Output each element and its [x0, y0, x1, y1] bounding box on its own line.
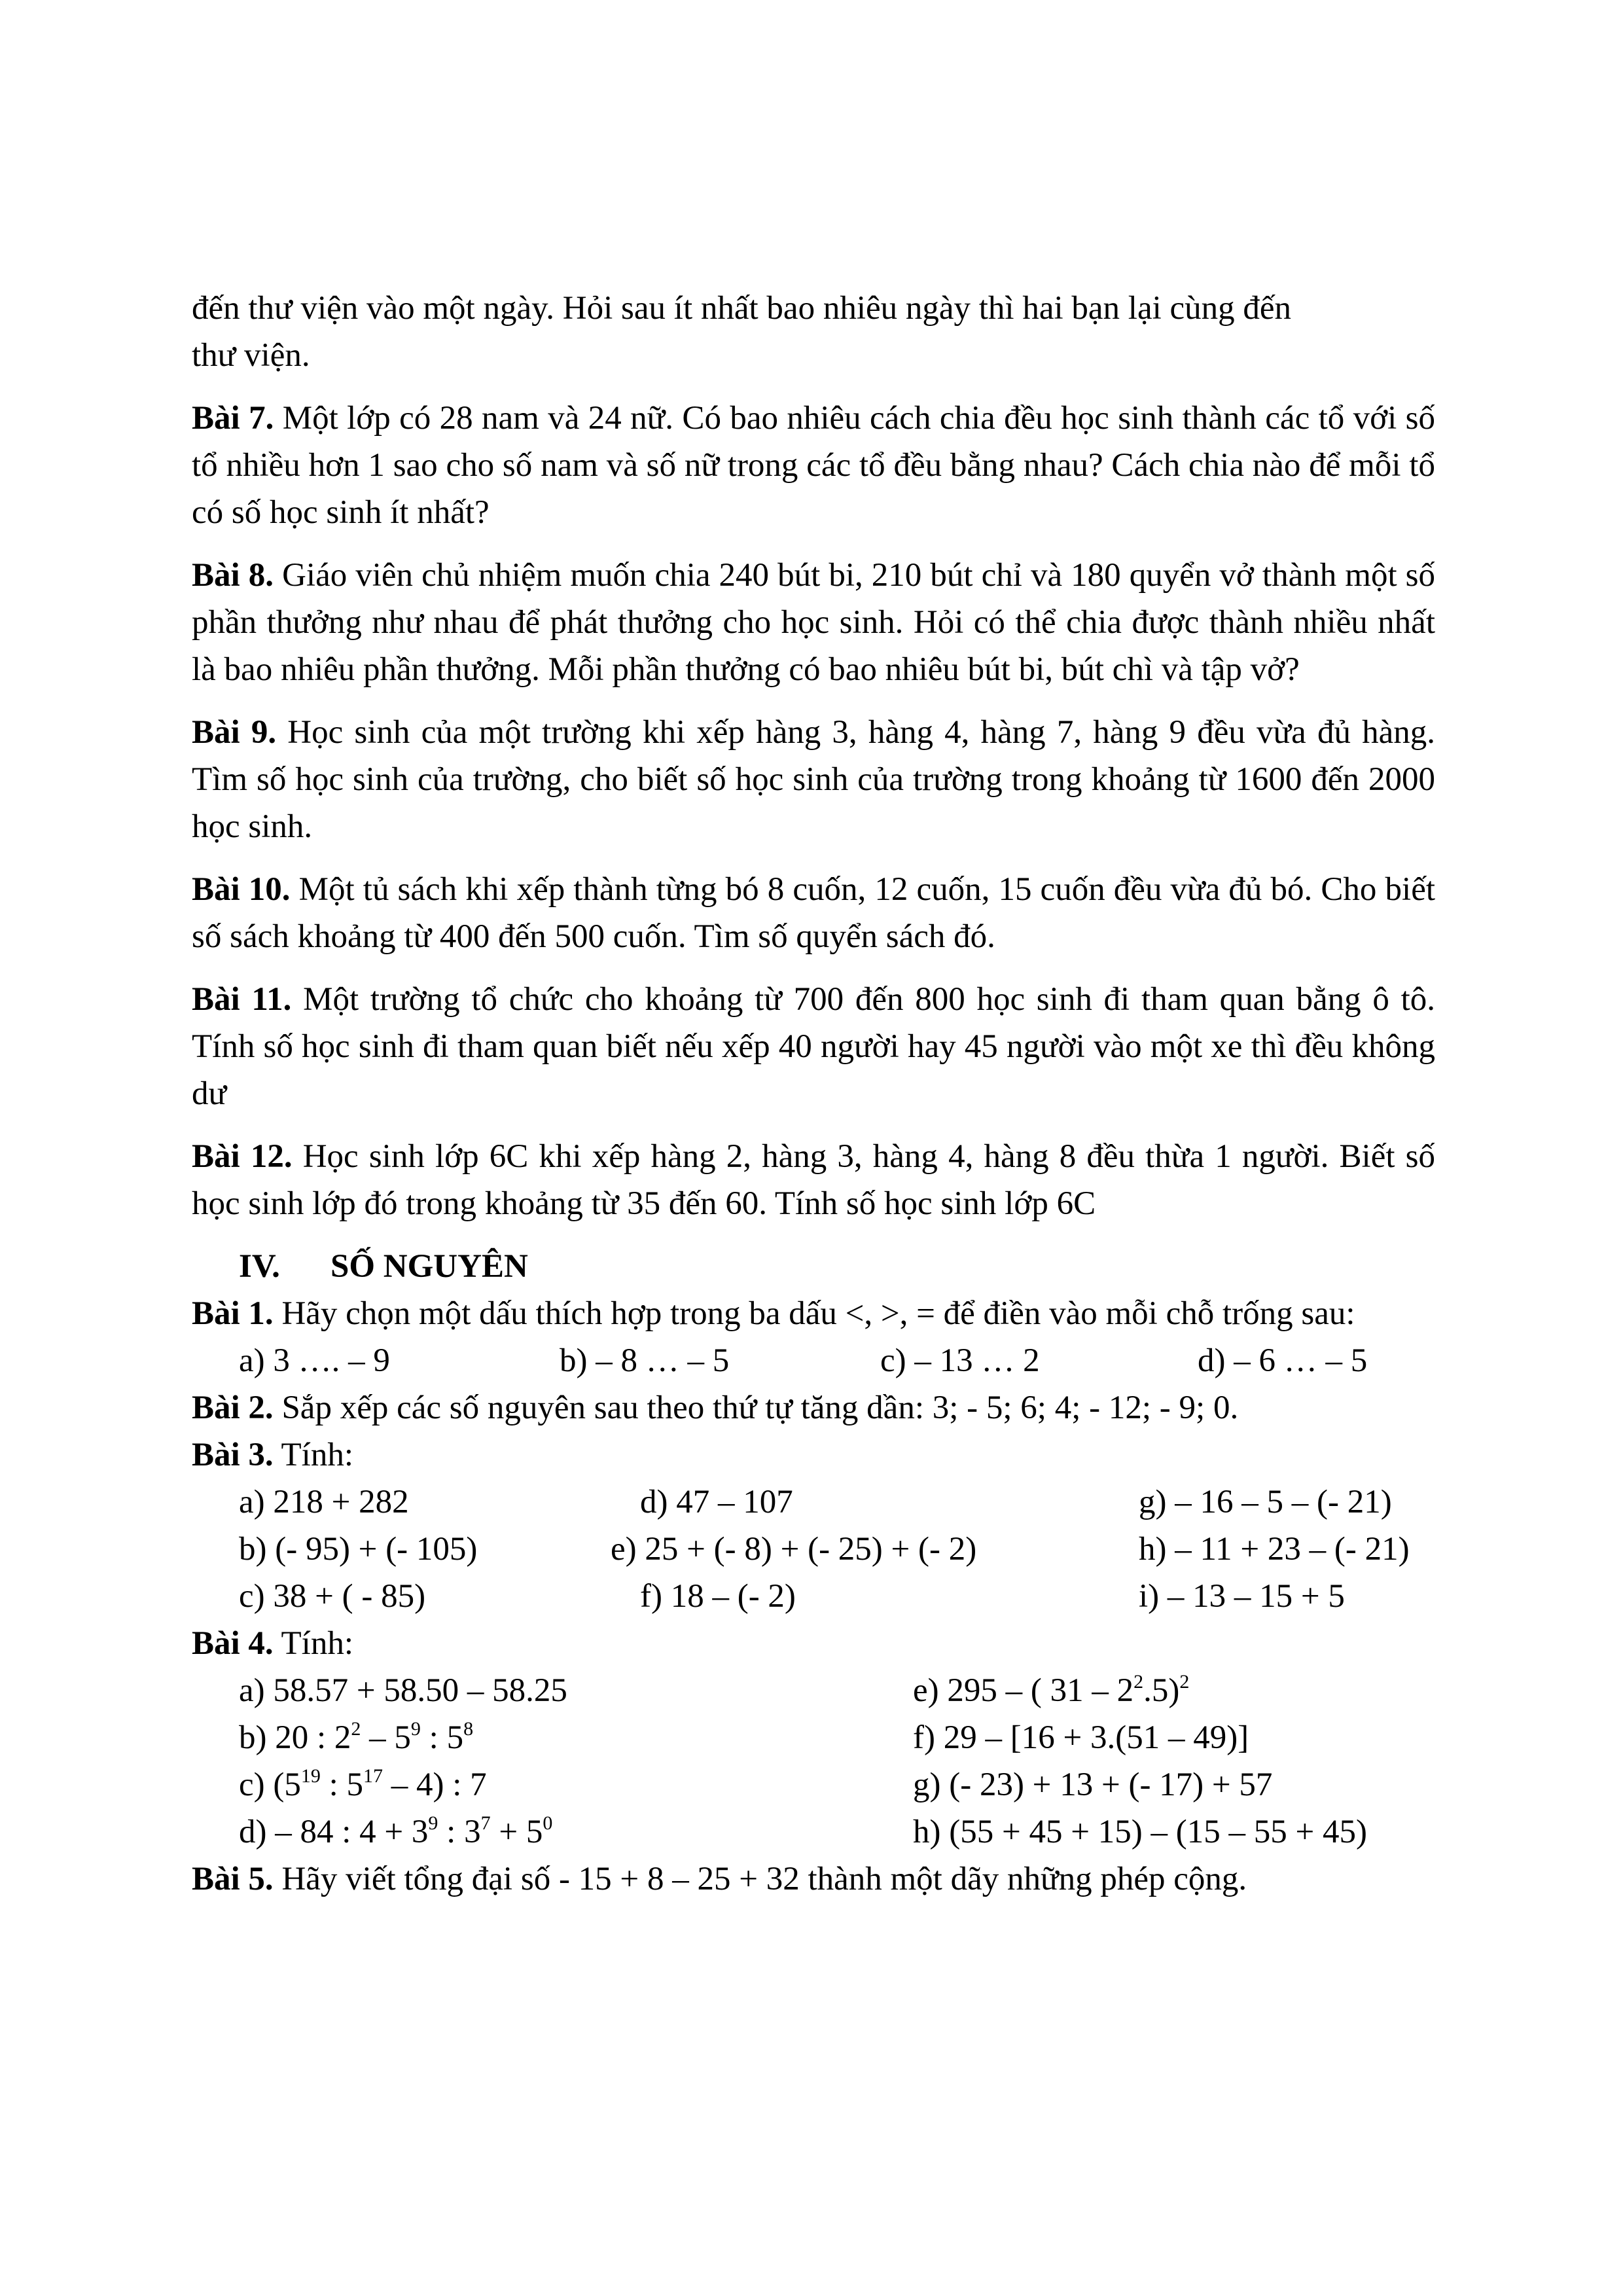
- exercise-10-label: Bài 10.: [192, 871, 291, 908]
- integer-exercise-3-text: Tính:: [281, 1437, 354, 1473]
- exercise-10: [192, 866, 1435, 960]
- exercise-3-row-3: [192, 1573, 1435, 1620]
- exercise-4-item-e: e) 295 – ( $31 - 2^2.5)^2$: [913, 1671, 1190, 1709]
- exercise-4-item-b: b) 20 : $2^2 - 5^9$ : $5^8$: [239, 1718, 474, 1756]
- integer-exercise-1-text: Hãy chọn một dấu thích hợp trong ba dấu <, >, = để điền vào mỗi chỗ trống sau:: [281, 1295, 1355, 1332]
- exercise-4-item-c: c) ($5^{19}$ : $5^{17} - 4$) : 7: [239, 1765, 487, 1803]
- exercise-4-item-d: d) – 84 : $4 + 3^9$ : $3^7 + 5^0$: [239, 1812, 553, 1850]
- exercise-9-text: Học sinh của một trường khi xếp hàng 3, hàng 4, hàng 7, hàng 9 đều vừa đủ hàng. Tìm số học sinh của trường, cho biết số học sinh của trường trong khoảng từ 1600 đến 2000 học sinh.: [192, 714, 1436, 845]
- section-number: IV.: [239, 1248, 280, 1285]
- intro-line-2: thư viện.: [192, 337, 310, 374]
- exercise-8-label: Bài 8.: [192, 557, 274, 594]
- integer-exercise-4: [192, 1620, 1435, 1667]
- exercise-8-text: Giáo viên chủ nhiệm muốn chia 240 bút bi, 210 bút chỉ và 180 quyển vở thành một số phần thưởng như nhau để phát thưởng cho học sinh. Hỏi có thể chia được thành nhiều nhất là bao nhiêu phần thưởng. Mỗi phần thưởng có bao nhiêu bút bi, bút chì và tập vở?: [192, 557, 1436, 688]
- integer-exercise-2-text: Sắp xếp các số nguyên sau theo thứ tự tăng dần: 3; - 5; 6; 4; - 12; - 9; 0.: [281, 1390, 1239, 1426]
- exercise-12-text: Học sinh lớp 6C khi xếp hàng 2, hàng 3, hàng 4, hàng 8 đều thừa 1 người. Biết số học sinh lớp đó trong khoảng từ 35 đến 60. Tính số học sinh lớp 6C: [192, 1138, 1435, 1222]
- exercise-4-item-g: g) (- 23) + 13 + (- 17) + 57: [913, 1767, 1273, 1803]
- document-page: [192, 285, 1435, 1903]
- exercise-4-row-4: [192, 1808, 1435, 1856]
- comparison-d: d) – 6 … – 5: [1198, 1342, 1368, 1379]
- exercise-12-label: Bài 12.: [192, 1138, 293, 1175]
- exercise-4-row-1: [192, 1667, 1435, 1714]
- comparison-c: c) – 13 … 2: [880, 1342, 1040, 1379]
- exercise-3-item-e: e) 25 + (- 8) + (- 25) + (- 2): [611, 1531, 977, 1568]
- exercise-3-item-a: a) 218 + 282: [239, 1484, 409, 1520]
- exercise-7-text: Một lớp có 28 nam và 24 nữ. Có bao nhiêu cách chia đều học sinh thành các tổ với số tổ nhiều hơn 1 sao cho số nam và số nữ trong các tổ đều bằng nhau? Cách chia nào để mỗi tổ có số học sinh ít nhất?: [192, 400, 1436, 531]
- integer-exercise-1-label: Bài 1.: [192, 1295, 274, 1332]
- comparison-b: b) – 8 … – 5: [560, 1342, 730, 1379]
- exercise-3-item-h: h) – 11 + 23 – (- 21): [1139, 1531, 1410, 1568]
- exercise-3-row-1: [192, 1479, 1435, 1526]
- exercise-3-item-b: b) (- 95) + (- 105): [239, 1531, 478, 1568]
- exercise-7: [192, 395, 1435, 536]
- exercise-3-item-i: i) – 13 – 15 + 5: [1139, 1578, 1345, 1615]
- integer-exercise-4-label: Bài 4.: [192, 1625, 274, 1662]
- integer-exercise-2-label: Bài 2.: [192, 1390, 274, 1426]
- exercise-9-label: Bài 9.: [192, 714, 277, 751]
- integer-exercise-5: [192, 1856, 1435, 1903]
- comparison-row: [192, 1337, 1435, 1384]
- integer-exercise-3: [192, 1431, 1435, 1479]
- exercise-11: [192, 976, 1435, 1117]
- exercise-8: [192, 552, 1435, 693]
- integer-exercise-4-text: Tính:: [281, 1625, 354, 1662]
- exercise-3-row-2: [192, 1526, 1435, 1573]
- integer-exercise-5-text: Hãy viết tổng đại số - 15 + 8 – 25 + 32 thành một dãy những phép cộng.: [281, 1861, 1247, 1897]
- exercise-4-row-3: [192, 1761, 1435, 1808]
- exercise-12: [192, 1133, 1435, 1227]
- intro-line-1: đến thư viện vào một ngày. Hỏi sau ít nhất bao nhiêu ngày thì hai bạn lại cùng đến: [192, 290, 1292, 327]
- exercise-9: [192, 709, 1435, 850]
- integer-exercise-3-label: Bài 3.: [192, 1437, 274, 1473]
- section-heading: [239, 1243, 1435, 1290]
- intro-paragraph: [192, 285, 1435, 379]
- comparison-a: a) 3 …. – 9: [239, 1342, 390, 1379]
- integer-exercise-5-label: Bài 5.: [192, 1861, 274, 1897]
- exercise-11-text: Một trường tổ chức cho khoảng từ 700 đến 800 học sinh đi tham quan bằng ô tô. Tính số học sinh đi tham quan biết nếu xếp 40 người hay 45 người vào một xe thì đều không dư: [192, 981, 1436, 1112]
- integer-exercise-2: [192, 1384, 1435, 1431]
- exercise-4-item-a: a) 58.57 + 58.50 – 58.25: [239, 1672, 567, 1709]
- exercise-3-item-c: c) 38 + ( - 85): [239, 1578, 426, 1615]
- integer-exercise-1: [192, 1290, 1435, 1337]
- exercise-11-label: Bài 11.: [192, 981, 292, 1018]
- exercise-3-item-d: d) 47 – 107: [640, 1484, 793, 1520]
- section-title: SỐ NGUYÊN: [330, 1248, 528, 1285]
- exercise-7-label: Bài 7.: [192, 400, 274, 437]
- exercise-4-item-f: f) 29 – [16 + 3.(51 – 49)]: [913, 1719, 1249, 1756]
- exercise-3-item-f: f) 18 – (- 2): [640, 1578, 796, 1615]
- exercise-4-row-2: [192, 1714, 1435, 1761]
- exercise-3-item-g: g) – 16 – 5 – (- 21): [1139, 1484, 1392, 1520]
- exercise-10-text: Một tủ sách khi xếp thành từng bó 8 cuốn, 12 cuốn, 15 cuốn đều vừa đủ bó. Cho biết số sách khoảng từ 400 đến 500 cuốn. Tìm số quyển sách đó.: [192, 871, 1435, 955]
- exercise-4-item-h: h) (55 + 45 + 15) – (15 – 55 + 45): [913, 1814, 1367, 1850]
